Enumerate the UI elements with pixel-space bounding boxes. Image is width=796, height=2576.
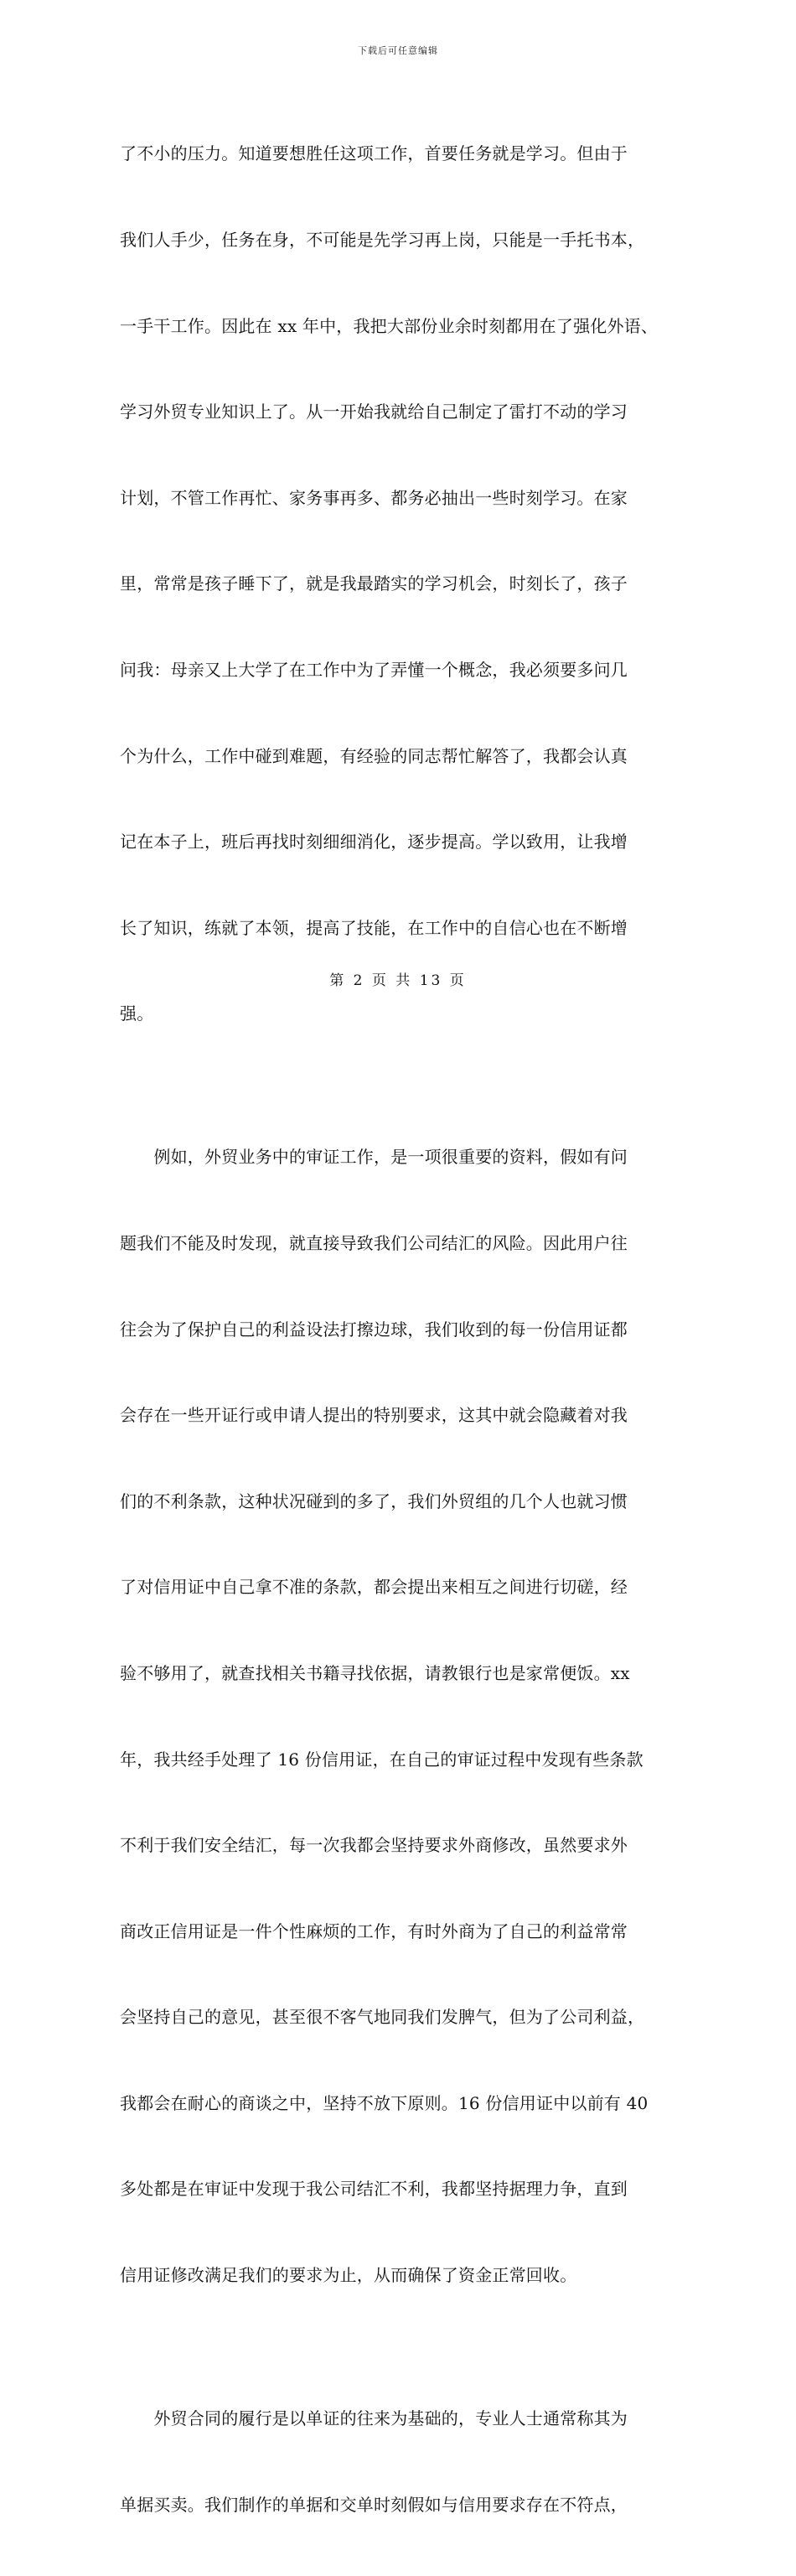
- text-line: 强。: [120, 1003, 154, 1024]
- text-line: 一手干工作。因此在 xx 年中，我把大部份业余时刻都用在了强化外语、: [120, 315, 659, 336]
- text-line: 验不够用了，就查找相关书籍寻找依据，请教银行也是家常便饭。xx: [120, 1662, 630, 1683]
- text-line: 会坚持自己的意见，甚至很不客气地同我们发脾气，但为了公司利益，: [120, 2007, 645, 2028]
- text-line: 长了知识，练就了本领，提高了技能，在工作中的自信心也在不断增: [120, 917, 628, 938]
- paragraph-2: [120, 1086, 677, 2347]
- text-line: 单据买卖。我们制作的单据和交单时刻假如与信用要求存在不符点，: [120, 2494, 628, 2515]
- page-footer: 第 2 页 共 13 页: [329, 972, 467, 989]
- text-line: 例如，外贸业务中的审证工作，是一项很重要的资料，假如有问: [120, 1147, 628, 1168]
- text-line: 商改正信用证是一件个性麻烦的工作，有时外商为了自己的利益常常: [120, 1920, 628, 1941]
- text-line: 不利于我们安全结汇，每一次我都会坚持要求外商修改，虽然要求外: [120, 1835, 628, 1856]
- text-line: 了不小的压力。知道要想胜任这项工作，首要任务就是学习。但由于: [120, 143, 628, 164]
- document-body: [120, 82, 677, 2576]
- paragraph-1: [120, 82, 677, 1086]
- text-line: 往会为了保护自己的利益设法打擦边球，我们收到的每一份信用证都: [120, 1319, 628, 1340]
- page-header: 下载后可任意编辑: [358, 45, 438, 56]
- text-line: 外贸合同的履行是以单证的往来为基础的，专业人士通常称其为: [120, 2408, 628, 2429]
- text-line: 年，我共经手处理了 16 份信用证，在自己的审证过程中发现有些条款: [120, 1749, 644, 1770]
- text-line: 我都会在耐心的商谈之中，坚持不放下原则。16 份信用证中以前有 40: [120, 2092, 649, 2113]
- paragraph-3: [120, 2347, 677, 2576]
- text-line: 问我：母亲又上大学了在工作中为了弄懂一个概念，我必须要多问几: [120, 659, 628, 680]
- text-line: 信用证修改满足我们的要求为止，从而确保了资金正常回收。: [120, 2265, 577, 2286]
- text-line: 多处都是在审证中发现于我公司结汇不利，我都坚持据理力争，直到: [120, 2179, 628, 2200]
- text-line: 计划，不管工作再忙、家务事再多、都务必抽出一些时刻学习。在家: [120, 487, 628, 508]
- text-line: 里，常常是孩子睡下了，就是我最踏实的学习机会，时刻长了，孩子: [120, 573, 628, 594]
- text-line: 记在本子上，班后再找时刻细细消化，逐步提高。学以致用，让我增: [120, 832, 628, 853]
- text-line: 题我们不能及时发现，就直接导致我们公司结汇的风险。因此用户往: [120, 1232, 628, 1253]
- text-line: 会存在一些开证行或申请人提出的特别要求，这其中就会隐藏着对我: [120, 1405, 628, 1426]
- text-line: 了对信用证中自己拿不准的条款，都会提出来相互之间进行切磋，经: [120, 1577, 628, 1598]
- text-line: 我们人手少，任务在身，不可能是先学习再上岗，只能是一手托书本，: [120, 230, 645, 250]
- text-line: 学习外贸专业知识上了。从一开始我就给自己制定了雷打不动的学习: [120, 402, 628, 422]
- text-line: 个为什么，工作中碰到难题，有经验的同志帮忙解答了，我都会认真: [120, 745, 628, 766]
- text-line: 们的不利条款，这种状况碰到的多了，我们外贸组的几个人也就习惯: [120, 1490, 628, 1511]
